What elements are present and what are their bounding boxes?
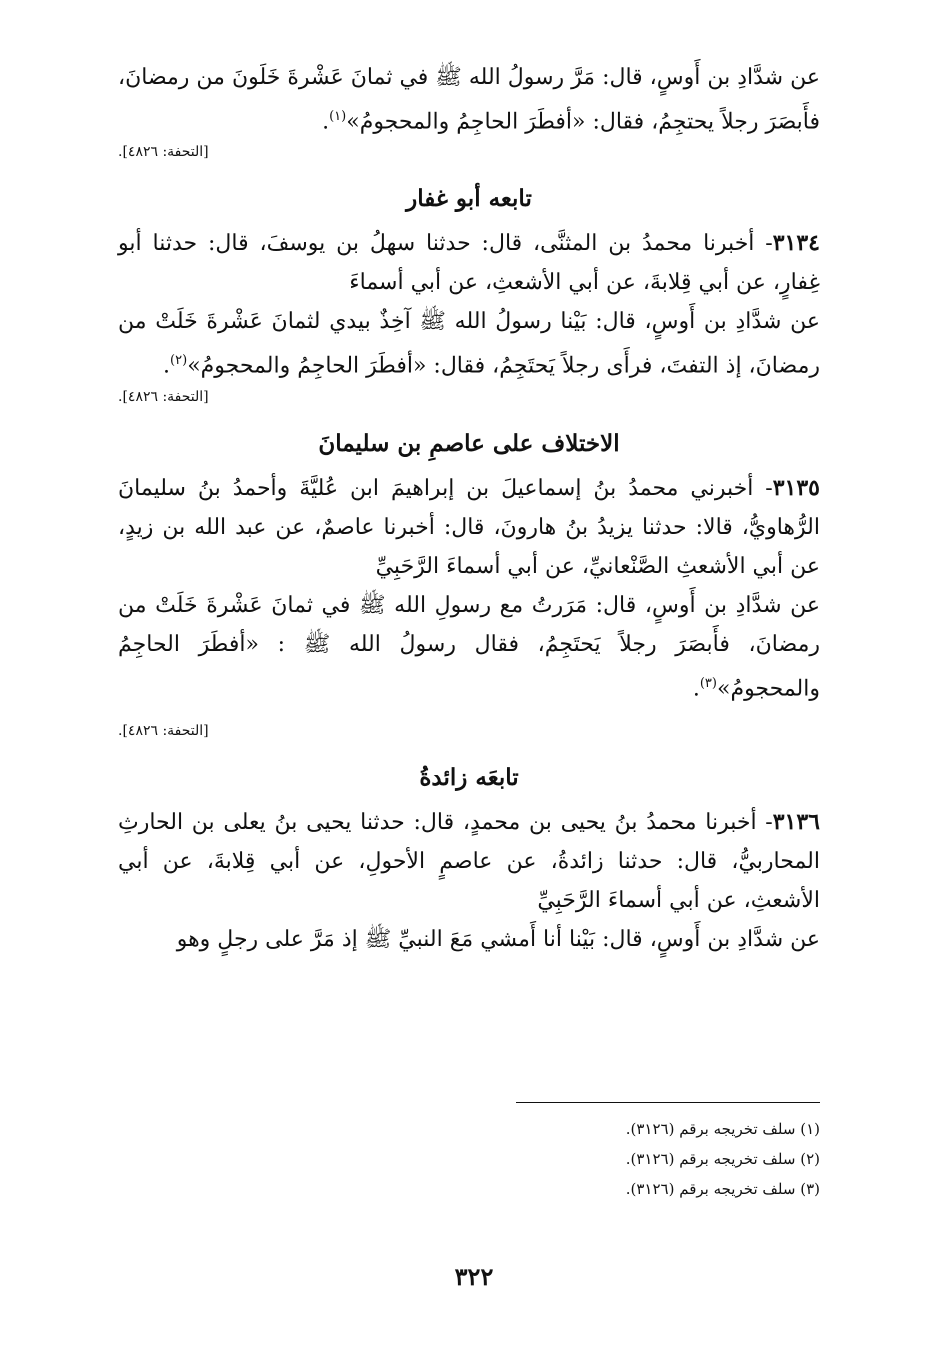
section-heading: تابعه أبو غفار (406, 185, 532, 213)
hadith-number: ٣١٣٦ (772, 808, 820, 835)
page-number: ٣٢٢ (454, 1262, 494, 1291)
paragraph-isnad: ٣١٣٦- أخبرنا محمدُ بنُ يحيى بن محمدٍ، قال: حدثنا يحيى بنُ يعلى بن الحارثِ المحاربيُّ، قال: حدثنا زائدةُ، عن عاصمٍ الأحولِ، عن أبي قِلابةَ، عن أبي الأشعثِ، عن أبي أسماءَ الرَّحَبِيِّ (118, 808, 820, 913)
section-heading: تابعَه زائدةُ (419, 763, 519, 791)
paragraph-hadith-text: عن شدَّادِ بن أَوسٍ، قال: مَرَّ رسولُ الله ﷺ في ثمانَ عَشْرةَ خَلَونَ من رمضانَ، فأَبصَرَ رجلاً يحتجِمُ، فقال: «أفطَرَ الحاجِمُ والمحجومُ»$^{(١)}$. (117, 65, 820, 135)
paragraph-hadith-text: عن شدَّادِ بن أَوسٍ، قال: مَرَرتُ مع رسولِ الله ﷺ في ثمانَ عَشْرةَ خَلَتْ من رمضانَ، فأَبصَرَ رجلاً يَحتَجِمُ، فقال رسولُ الله ﷺ : «أفطَرَ الحاجِمُ والمحجومُ»$^{(٣)}$. (118, 592, 820, 701)
hadith-number: ٣١٣٤ (772, 230, 820, 257)
footnotes (420, 1114, 820, 1204)
paragraph-isnad: ٣١٣٥- أخبرني محمدُ بنُ إسماعيلَ بن إبراهيمَ ابن عُليَّةَ وأحمدُ بنُ سليمانَ الرُّهاويُّ، قالا: حدثنا يزيدُ بنُ هارونَ، قال: أخبرنا عاصمٌ، عن عبد الله بن زيدٍ، عن أبي الأشعثِ الصَّنْعانيِّ، عن أبي أسماءَ الرَّحَبِيِّ (118, 474, 820, 579)
section-heading: الاختلاف على عاصمِ بن سليمانَ (318, 429, 620, 457)
tuhfa-reference: [التحفة: ٤٨٢٦]. (118, 388, 209, 405)
footnote-item: (٢) سلف تخريجه برقم (٣١٢٦). (625, 1150, 820, 1168)
paragraph-hadith-text: عن شدَّادِ بن أَوسٍ، قال: بَيْنا رسولُ الله ﷺ آخِذٌ بيدي لثمانَ عَشْرةَ خَلَتْ من رمضانَ، إذ التفتَ، فرأَى رجلاً يَحتَجِمُ، فقال: «أفطَرَ الحاجِمُ والمحجومُ»$^{(٢)}$. (118, 309, 820, 379)
footnote-ref: (٣) (699, 675, 717, 691)
hadith-number: ٣١٣٥ (772, 474, 820, 501)
paragraph-hadith-text: عن شدَّادِ بن أَوسٍ، قال: بَيْنا أنا أَمشي مَعَ النبيِّ ﷺ إذ مَرَّ على رجلٍ وهو (176, 926, 820, 952)
tuhfa-reference: [التحفة: ٤٨٢٦]. (118, 144, 209, 161)
footnote-ref: (١) (329, 109, 347, 124)
footnote-item: (١) سلف تخريجه برقم (٣١٢٦). (625, 1120, 820, 1138)
footnote-item: (٣) سلف تخريجه برقم (٣١٢٦). (625, 1180, 820, 1198)
paragraph-isnad: ٣١٣٤- أخبرنا محمدُ بن المثنَّى، قال: حدثنا سهلُ بن يوسفَ، قال: حدثنا أبو غِفارٍ، عن أبي قِلابةَ، عن أبي الأشعثِ، عن أبي أسماءَ (118, 230, 820, 296)
tuhfa-reference: [التحفة: ٤٨٢٦]. (118, 722, 209, 739)
footnote-divider (516, 1102, 820, 1103)
footnote-ref: (٢) (170, 353, 188, 369)
